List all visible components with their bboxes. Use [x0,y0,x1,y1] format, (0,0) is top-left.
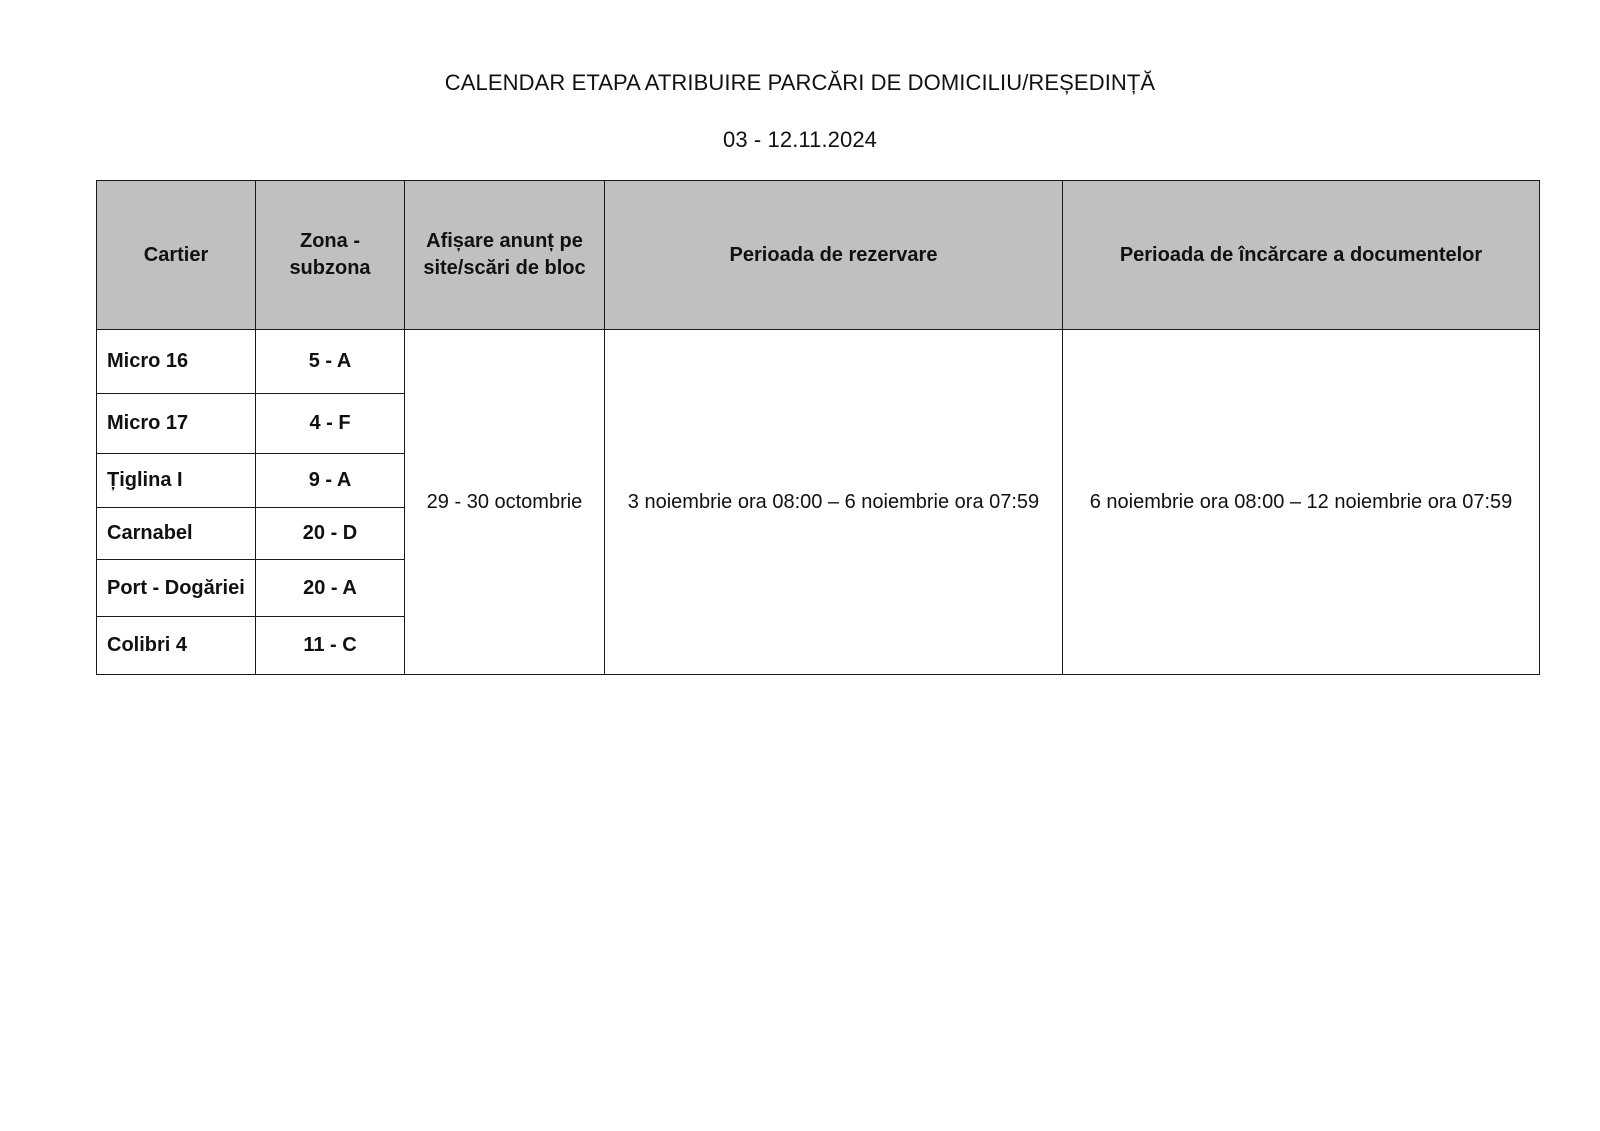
zona-cell: 9 - A [256,454,405,508]
header-afisare-line1: Afișare anunț pe [426,230,583,252]
header-cartier: Cartier [97,181,256,330]
zona-cell: 4 - F [256,394,405,454]
cartier-cell: Țiglina I [97,454,256,508]
table-row [97,330,1540,394]
cartier-cell: Colibri 4 [97,617,256,675]
header-perioada-rezervare: Perioada de rezervare [605,181,1063,330]
table-header-row [97,181,1540,330]
cartier-cell: Carnabel [97,508,256,560]
header-afisare-line2: site/scări de bloc [423,257,586,279]
header-afisare-anunt [405,181,605,330]
afisare-period-cell: 29 - 30 octombrie [405,330,605,675]
header-perioada-incarcare: Perioada de încărcare a documentelor [1063,181,1540,330]
zona-cell: 11 - C [256,617,405,675]
header-zona-line2: subzona [289,257,371,279]
zona-cell: 20 - A [256,560,405,617]
document-title: CALENDAR ETAPA ATRIBUIRE PARCĂRI DE DOMICILIU/REȘEDINȚĂ [444,70,1156,95]
zona-cell: 5 - A [256,330,405,394]
zona-cell: 20 - D [256,508,405,560]
cartier-cell: Port - Dogăriei [97,560,256,617]
cartier-cell: Micro 16 [97,330,256,394]
header-zona-subzona [256,181,405,330]
calendar-table [96,180,1540,675]
header-zona-line1: Zona - [300,230,360,252]
rezervare-period-cell: 3 noiembrie ora 08:00 – 6 noiembrie ora 07:59 [605,330,1063,675]
document-date-range: 03 - 12.11.2024 [723,127,877,152]
cartier-cell: Micro 17 [97,394,256,454]
incarcare-period-cell: 6 noiembrie ora 08:00 – 12 noiembrie ora 07:59 [1063,330,1540,675]
